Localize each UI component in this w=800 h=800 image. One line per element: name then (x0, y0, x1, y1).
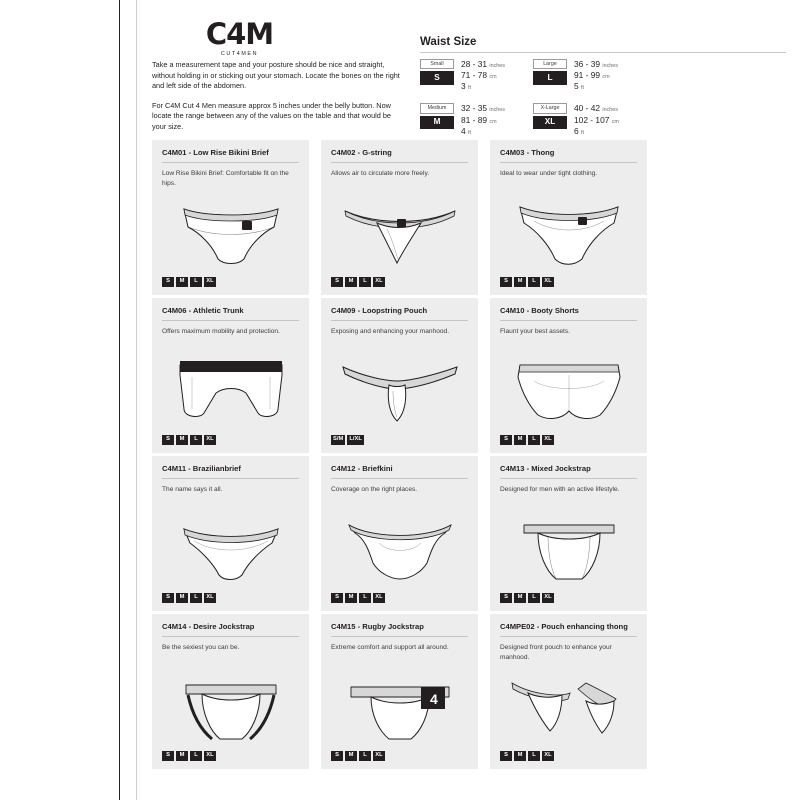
size-chip[interactable]: S (500, 593, 512, 603)
product-illustration-bikini-brief (152, 192, 309, 270)
intro-paragraph-1: Take a measurement tape and your posture should be nice and straight, without holding in or sticking out your stomach. Locate the bones on the right and left side of the abdomen. (152, 60, 400, 91)
size-code: M (420, 116, 454, 129)
header (152, 14, 786, 136)
waist-size-table (420, 59, 786, 137)
product-size-list (500, 751, 554, 761)
size-chip[interactable]: M (345, 277, 357, 287)
size-ft: 5 ft (574, 81, 584, 92)
size-chip[interactable]: L (528, 277, 540, 287)
product-size-list (162, 751, 216, 761)
size-code: XL (533, 116, 567, 129)
product-description: Low Rise Bikini Brief: Comfortable fit on the hips. (162, 170, 289, 187)
product-card[interactable] (490, 456, 647, 611)
product-title: C4MPE02 - Pouch enhancing thong (500, 622, 628, 631)
product-size-list (500, 435, 554, 445)
product-size-list (162, 277, 216, 287)
size-chip[interactable]: XL (204, 593, 216, 603)
size-chip[interactable]: M (514, 751, 526, 761)
size-chip[interactable]: L (359, 751, 371, 761)
size-chip[interactable]: L/XL (347, 435, 364, 445)
product-illustration-mixed-jock (490, 508, 647, 586)
size-chip[interactable]: S (162, 751, 174, 761)
product-card[interactable] (321, 456, 478, 611)
size-code: S (420, 71, 454, 84)
product-title: C4M11 - Brazilianbrief (162, 464, 241, 473)
size-chip[interactable]: L (528, 751, 540, 761)
product-card[interactable] (490, 140, 647, 295)
waist-size-title: Waist Size (420, 36, 477, 48)
size-chip[interactable]: L (528, 593, 540, 603)
waist-size-column (533, 59, 619, 137)
size-inches: 36 - 39 inches (574, 59, 618, 69)
product-illustration-thong (490, 192, 647, 270)
product-card[interactable] (321, 298, 478, 453)
product-size-list (500, 593, 554, 603)
page-divider-light (136, 0, 137, 800)
waist-size-panel (420, 36, 786, 137)
size-chip[interactable]: L (528, 435, 540, 445)
product-illustration-trunk (152, 350, 309, 428)
waist-size-row (420, 103, 505, 136)
size-chip[interactable]: XL (373, 593, 385, 603)
product-divider (500, 162, 637, 163)
size-name: Small (420, 59, 454, 69)
size-chip[interactable]: S (162, 435, 174, 445)
size-chip[interactable]: S/M (331, 435, 345, 445)
product-illustration-loopstring (321, 350, 478, 428)
size-chip[interactable]: S (500, 277, 512, 287)
size-values (461, 59, 505, 92)
product-title: C4M13 - Mixed Jockstrap (500, 464, 591, 473)
size-chip[interactable]: L (359, 277, 371, 287)
waist-size-row (533, 59, 619, 92)
product-divider (500, 478, 637, 479)
size-chip[interactable]: M (345, 751, 357, 761)
size-chip[interactable]: M (176, 277, 188, 287)
product-description: Extreme comfort and support all around. (331, 644, 449, 652)
size-name: Large (533, 59, 567, 69)
size-ft: 6 ft (574, 125, 584, 136)
product-card[interactable] (321, 140, 478, 295)
waist-title-divider (420, 52, 786, 53)
page-divider-dark (119, 0, 120, 800)
product-divider (500, 636, 637, 637)
product-title: C4M01 - Low Rise Bikini Brief (162, 148, 269, 157)
intro-text (152, 60, 404, 141)
size-chip[interactable]: S (331, 751, 343, 761)
product-description: Designed front pouch to enhance your manhood. (500, 644, 612, 661)
waist-size-row (533, 103, 619, 136)
product-size-list (162, 435, 216, 445)
product-illustration-g-string (321, 192, 478, 270)
product-size-list (331, 751, 385, 761)
size-values (574, 59, 618, 92)
product-title: C4M14 - Desire Jockstrap (162, 622, 255, 631)
size-chip[interactable]: XL (542, 435, 554, 445)
product-grid (152, 140, 792, 769)
product-divider (162, 636, 299, 637)
size-badges (420, 59, 454, 85)
product-title: C4M09 - Loopstring Pouch (331, 306, 428, 315)
size-badges (420, 103, 454, 129)
product-card[interactable] (152, 456, 309, 611)
product-illustration-booty-shorts (490, 350, 647, 428)
size-chip[interactable]: S (331, 593, 343, 603)
product-divider (331, 636, 468, 637)
size-chip[interactable]: S (500, 435, 512, 445)
product-description: Flaunt your best assets. (500, 328, 571, 336)
brand-logo (162, 17, 412, 57)
size-chip[interactable]: L (359, 593, 371, 603)
product-card[interactable] (490, 614, 647, 769)
size-chip[interactable]: M (514, 593, 526, 603)
product-size-list (162, 593, 216, 603)
logo-subtitle: CUT4MEN (220, 51, 259, 57)
size-cm: 81 - 89 cm (461, 114, 497, 125)
product-card[interactable] (490, 298, 647, 453)
waist-size-row (420, 59, 505, 92)
size-chip[interactable]: XL (204, 277, 216, 287)
product-description: Ideal to wear under tight clothing. (500, 170, 598, 178)
size-values (461, 103, 505, 136)
size-chip[interactable]: S (162, 593, 174, 603)
product-description: Be the sexiest you can be. (162, 644, 240, 652)
product-card[interactable] (152, 298, 309, 453)
product-title: C4M03 - Thong (500, 148, 555, 157)
size-chip[interactable]: M (345, 593, 357, 603)
size-badges (533, 59, 567, 85)
size-name: X-Large (533, 103, 567, 113)
size-chip[interactable]: M (176, 435, 188, 445)
product-card[interactable] (152, 614, 309, 769)
product-illustration-desire-jock (152, 666, 309, 744)
product-divider (162, 162, 299, 163)
product-title: C4M06 - Athletic Trunk (162, 306, 244, 315)
product-title: C4M10 - Booty Shorts (500, 306, 579, 315)
product-size-list (331, 277, 385, 287)
product-size-list (331, 435, 364, 445)
product-illustration-rugby-jock (321, 666, 478, 744)
size-ft: 4 ft (461, 125, 471, 136)
size-chip[interactable]: S (162, 277, 174, 287)
size-ft: 3 ft (461, 81, 471, 92)
size-chip[interactable]: L (190, 593, 202, 603)
product-illustration-pouch-thong (490, 666, 647, 744)
size-chip[interactable]: XL (542, 593, 554, 603)
product-size-list (500, 277, 554, 287)
size-inches: 40 - 42 inches (574, 103, 618, 114)
size-cm: 91 - 99 cm (574, 70, 610, 81)
product-divider (331, 320, 468, 321)
size-chip[interactable]: M (176, 751, 188, 761)
size-chip[interactable]: XL (542, 277, 554, 287)
product-card[interactable] (321, 614, 478, 769)
size-chip[interactable]: XL (373, 751, 385, 761)
svg-text:4: 4 (429, 691, 438, 707)
product-description: Exposing and enhancing your manhood. (331, 328, 450, 336)
size-chip[interactable]: L (190, 277, 202, 287)
product-title: C4M15 - Rugby Jockstrap (331, 622, 424, 631)
product-description: Allows air to circulate more freely. (331, 170, 430, 178)
size-chip[interactable]: M (514, 435, 526, 445)
product-description: Coverage on the right places. (331, 486, 418, 494)
logo-text: C4M (205, 17, 274, 51)
size-chip[interactable]: S (331, 277, 343, 287)
size-cm: 71 - 78 cm (461, 70, 497, 81)
size-inches: 28 - 31 inches (461, 59, 505, 69)
product-description: The name says it all. (162, 486, 223, 494)
product-illustration-brazilian (152, 508, 309, 586)
product-description: Designed for men with an active lifestyle. (500, 486, 620, 494)
size-chip[interactable]: L (190, 435, 202, 445)
product-title: C4M12 - Briefkini (331, 464, 393, 473)
intro-paragraph-2: For C4M Cut 4 Men measure approx 5 inches under the belly button. Now locate the range between any of the values on the table and that would be your size. (152, 100, 391, 131)
size-code: L (533, 71, 567, 84)
size-chip[interactable]: S (500, 751, 512, 761)
product-divider (162, 320, 299, 321)
size-values (574, 103, 619, 136)
product-description: Offers maximum mobility and protection. (162, 328, 280, 336)
size-inches: 32 - 35 inches (461, 103, 505, 114)
size-cm: 102 - 107 cm (574, 114, 619, 125)
size-chip[interactable]: XL (373, 277, 385, 287)
product-illustration-briefkini (321, 508, 478, 586)
product-divider (331, 478, 468, 479)
product-size-list (331, 593, 385, 603)
product-divider (162, 478, 299, 479)
size-chip[interactable]: XL (204, 751, 216, 761)
size-chip[interactable]: M (176, 593, 188, 603)
size-badges (533, 103, 567, 129)
size-chip[interactable]: XL (204, 435, 216, 445)
product-divider (331, 162, 468, 163)
size-name: Medium (420, 103, 454, 113)
waist-size-column (420, 59, 505, 137)
product-card[interactable] (152, 140, 309, 295)
product-divider (500, 320, 637, 321)
product-title: C4M02 - G-string (331, 148, 392, 157)
size-chip[interactable]: M (514, 277, 526, 287)
size-chip[interactable]: XL (542, 751, 554, 761)
size-chip[interactable]: L (190, 751, 202, 761)
